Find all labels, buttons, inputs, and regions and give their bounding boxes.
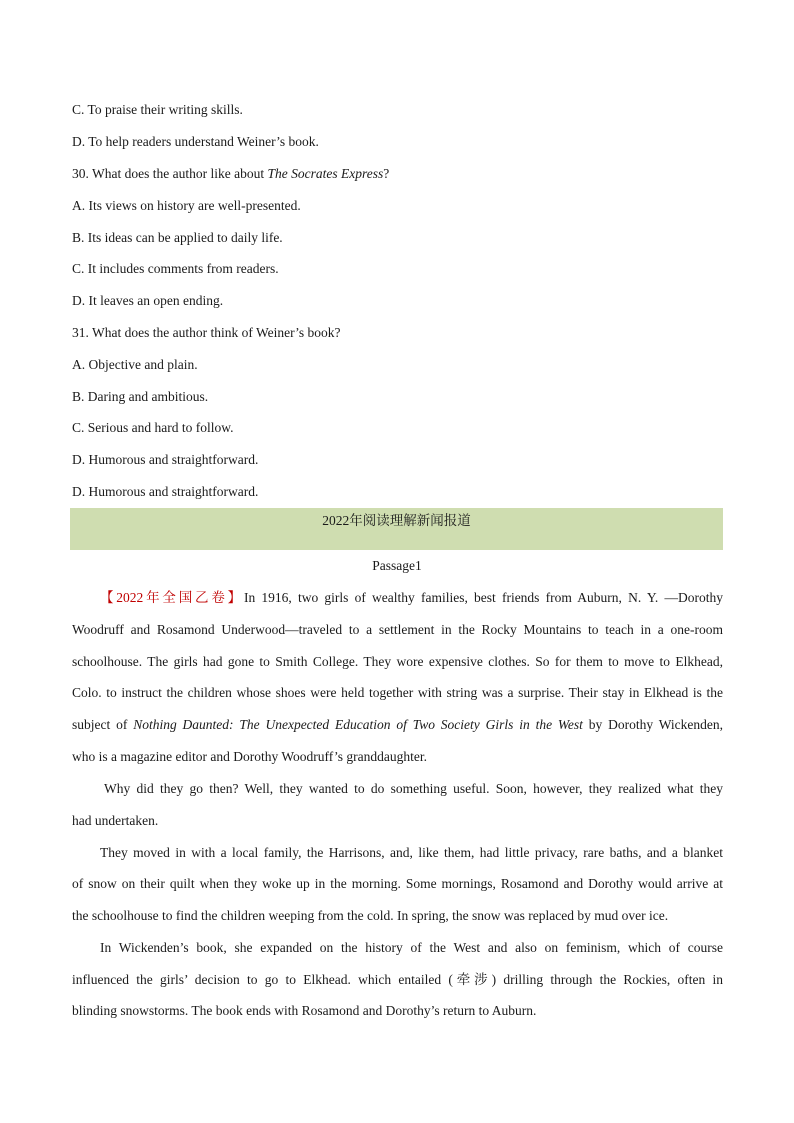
passage-p3-line-2: of snow on their quilt when they woke up in the morning. Some mornings, Rosamond and Dorothy would arrive at: [72, 876, 723, 891]
passage-p1-line-6: who is a magazine editor and Dorothy Woodruff’s granddaughter.: [72, 749, 427, 764]
option-a-q30: A. Its views on history are well-presented.: [72, 198, 301, 213]
option-c-q31: C. Serious and hard to follow.: [72, 420, 234, 435]
option-a-q31: A. Objective and plain.: [72, 357, 198, 372]
section-banner: [70, 508, 723, 550]
passage-p1-line-2: Woodruff and Rosamond Underwood—traveled to a settlement in the Rocky Mountains to teach in a one-room: [72, 622, 723, 637]
option-d-q30: D. It leaves an open ending.: [72, 293, 224, 308]
option-c-q29: C. To praise their writing skills.: [72, 102, 243, 117]
passage-p4-line-1: In Wickenden’s book, she expanded on the history of the West and also on feminism, which of course: [100, 940, 723, 955]
passage-p3-line-3: the schoolhouse to find the children weeping from the cold. In spring, the snow was replaced by mud over ice.: [72, 908, 669, 923]
question-30: [72, 164, 389, 184]
passage-p1-line-4: Colo. to instruct the children whose shoes were held together with string was a surprise. Their stay in Elkhead is the: [72, 685, 723, 700]
passage-p1-line-1: 【2022年全国乙卷】In 1916, two girls of wealthy families, best friends from Auburn, N. Y. —Dorothy: [100, 590, 723, 605]
passage-p2-line-2: had undertaken.: [72, 813, 159, 828]
question-30-prefix: 30. What does the author like about: [72, 166, 268, 181]
question-30-book-title: The Socrates Express: [267, 166, 384, 181]
question-31: 31. What does the author think of Weiner’s book?: [72, 325, 341, 340]
option-d-q31: D. Humorous and straightforward.: [72, 452, 259, 467]
passage-p3-line-1: They moved in with a local family, the Harrisons, and, like them, had little privacy, rare baths, and a blanket: [100, 845, 723, 860]
passage-p4-line-2: influenced the girls’ decision to go to Elkhead. which entailed (牵涉) drilling through the Rockies, often in: [72, 972, 723, 987]
option-b-q30: B. Its ideas can be applied to daily life.: [72, 230, 283, 245]
passage-p2-line-1: Why did they go then? Well, they wanted to do something useful. Soon, however, they realized what they: [104, 781, 723, 796]
question-30-suffix: ?: [383, 166, 390, 181]
passage-p4-line-3: blinding snowstorms. The book ends with Rosamond and Dorothy’s return to Auburn.: [72, 1003, 537, 1018]
option-b-q31: B. Daring and ambitious.: [72, 389, 209, 404]
section-title: 2022年阅读理解新闻报道: [322, 513, 471, 528]
option-d-q29: D. To help readers understand Weiner’s book.: [72, 134, 319, 149]
source-tag: 【2022年全国乙卷】: [100, 590, 244, 605]
book-title: Nothing Daunted: The Unexpected Education of Two Society Girls in the West: [133, 717, 583, 732]
option-d-q31-duplicate: D. Humorous and straightforward.: [72, 484, 259, 499]
passage-p1-line-3: schoolhouse. The girls had gone to Smith College. They wore expensive clothes. So for them to move to Elkhead,: [72, 654, 723, 669]
passage-title: Passage1: [372, 558, 422, 573]
option-c-q30: C. It includes comments from readers.: [72, 261, 279, 276]
passage-p1-line-5: subject of Nothing Daunted: The Unexpected Education of Two Society Girls in the West by Dorothy Wickenden,: [72, 717, 723, 732]
